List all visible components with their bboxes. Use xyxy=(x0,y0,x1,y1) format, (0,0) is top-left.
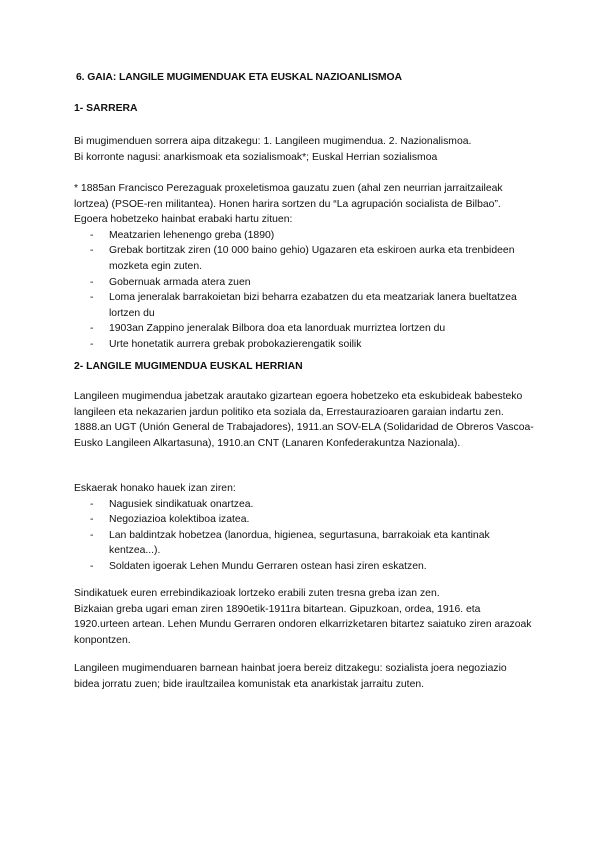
dash-bullet: - xyxy=(90,514,94,526)
paragraph-text: Langileen mugimendua jabetzak arautako gizartean egoera hobetzeko eta eskubideak babesteko langileen eta nekazarien jardun politiko eta soziala da, Errestaurazioaren garaian indartu zen. xyxy=(74,391,523,418)
list-item: - Soldaten igoerak Lehen Mundu Gerraren ostean hasi ziren eskatzen. xyxy=(74,559,534,575)
list-item: - Loma jeneralak barrakoietan bizi beharra ezabatzen du eta meatzariak lanera bueltatzea lortzen du xyxy=(90,292,517,319)
paragraph-text: Bizkaian greba ugari eman ziren 1890etik-1911ra bitartean. Gipuzkoan, ordea, 1916. eta 1920.urteen artean. Lehen Mundu Gerraren ondoren elkarrizketaren bitartez saiatuko ziren arazoak konpontzen. xyxy=(74,603,532,646)
dash-bullet: - xyxy=(90,529,94,541)
dash-bullet: - xyxy=(90,245,94,257)
paragraph-text: 1888.an UGT (Unión General de Trabajadores), 1911.an SOV-ELA (Solidaridad de Obreros Vascoa-Eusko Langileen Alkartasuna), 1910.an CNT (Lanaren Konfederakuntza Nazionala). xyxy=(74,422,534,449)
demands-block xyxy=(74,481,534,575)
list-item: - 1903an Zappino jeneralak Bilbora doa eta lanorduak murriztea lortzen du xyxy=(74,321,534,337)
note-paragraph xyxy=(74,181,534,353)
dash-bullet: - xyxy=(90,338,94,350)
intro-line: Bi korronte nagusi: anarkismoak eta sozialismoak*; Euskal Herrian sozialismoa xyxy=(74,151,438,163)
dash-bullet: - xyxy=(90,560,94,572)
section2-paragraph-3 xyxy=(74,586,534,648)
dash-bullet: - xyxy=(90,229,94,241)
demands-intro: Eskaerak honako hauek izan ziren: xyxy=(74,483,236,494)
section-heading-sarrera: 1- SARRERA xyxy=(74,103,138,114)
list-item: - Grebak bortitzak ziren (10 000 baino gehio) Ugazaren eta eskiroen aurka eta trenbideen mozketa egin zuten. xyxy=(90,245,515,272)
list-item: - Gobernuak armada atera zuen xyxy=(74,275,534,291)
intro-line: Bi mugimenduen sorrera aipa ditzakegu: 1. Langileen mugimendua. 2. Nazionalismoa. xyxy=(74,136,472,147)
list-item: - Urte honetatik aurrera grebak probokazierengatik soilik xyxy=(74,337,534,353)
strike-list xyxy=(74,228,534,353)
paragraph-text: Sindikatuek euren errebindikazioak lortzeko erabili zuten tresna greba izan zen. xyxy=(74,588,440,599)
dash-bullet: - xyxy=(90,323,94,335)
list-item: - Meatzarien lehenengo greba (1890) xyxy=(74,228,534,244)
dash-bullet: - xyxy=(90,276,94,288)
dash-bullet: - xyxy=(90,498,94,510)
paragraph-text: Langileen mugimenduaren barnean hainbat joera bereiz ditzakegu: sozialista joera negoziazio bidea jorratu zuen; bide iraultzailea komunistak eta anarkistak jarraitu zuten. xyxy=(74,663,507,690)
dash-bullet: - xyxy=(90,292,94,304)
list-item: - Negoziazioa kolektiboa izatea. xyxy=(74,512,534,528)
section-heading-langile: 2- LANGILE MUGIMENDUA EUSKAL HERRIAN xyxy=(74,361,303,372)
demands-list xyxy=(74,497,534,575)
note-text: * 1885an Francisco Perezaguak proxeletismoa gauzatu zuen (ahal zen neurrian jarraitzaileak lortzea) (PSOE-ren militantea). Honen harira sortzen du “La agrupación socialista de Bilbao”. Egoera hobetzeko hainbat erabaki hartu zituen: xyxy=(74,183,503,226)
section2-paragraph-1 xyxy=(74,389,534,451)
list-item: - Nagusiek sindikatuak onartzea. xyxy=(74,497,534,513)
intro-paragraph xyxy=(74,134,534,165)
section2-paragraph-4 xyxy=(74,661,534,692)
document-title: 6. GAIA: LANGILE MUGIMENDUAK ETA EUSKAL NAZIOANLISMOA xyxy=(76,72,402,83)
list-item: - Lan baldintzak hobetzea (lanordua, higienea, segurtasuna, barrakoiak eta kantinak kentzea...). xyxy=(90,529,490,557)
